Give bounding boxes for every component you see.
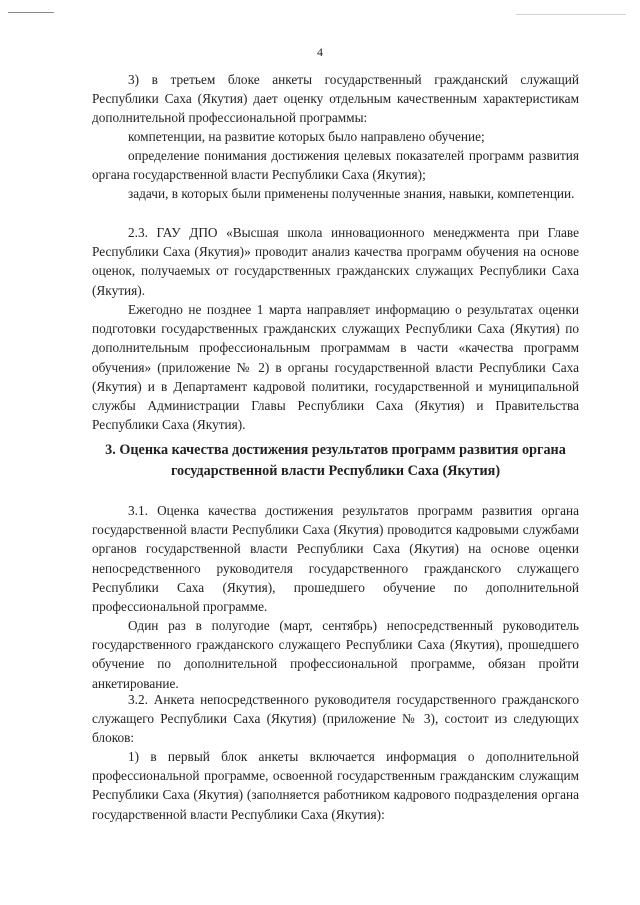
paragraph-3-2: 3.2. Анкета непосредственного руководителя государственного гражданского служащего Республики Саха (Якутия) (приложение № 3), состоит из следующих блоков: xyxy=(92,692,579,746)
paragraph-competencies: компетенции, на развитие которых было направлено обучение; xyxy=(128,129,485,144)
scan-artifact-line xyxy=(516,14,626,15)
paragraph-annual-report: Ежегодно не позднее 1 марта направляет информацию о результатах оценки подготовки государственных гражданских служащих Республики Саха (Якутия) по дополнительным профессиональным программам в части «качества программ обучения» (приложение № 2) в органы государственной власти Республики Саха (Якутия) и в Департамент кадровой политики, государственной и муниципальной службы Администрации Главы Республики Саха (Якутия) и Правительства Республики Саха (Якутия). xyxy=(92,302,579,433)
section-3-heading: 3. Оценка качества достижения результатов программ развития органа государственной власти Республики Саха (Якутия) xyxy=(105,442,566,479)
paragraph-3-1: 3.1. Оценка качества достижения результатов программ развития органа государственной власти Республики Саха (Якутия) проводится кадровыми службами органов государственной власти Республики Саха (Якутия) на основе оценки непосредственного руководителя государственного гражданского служащего Республики Саха (Якутия), прошедшего обучение по дополнительной профессиональной программе. xyxy=(92,503,579,615)
paragraph-target-indicators: определение понимания достижения целевых показателей программ развития органа государственной власти Республики Саха (Якутия); xyxy=(92,148,579,183)
paragraph-tasks: задачи, в которых были применены полученные знания, навыки, компетенции. xyxy=(128,186,575,201)
paragraph-2-3: 2.3. ГАУ ДПО «Высшая школа инновационного менеджмента при Главе Республики Саха (Якутия)» проводит анализ качества программ обучения на основе оценок, получаемых от государственных гражданских служащих Республики Саха (Якутия). xyxy=(92,225,579,298)
page-number: 4 xyxy=(317,45,323,59)
paragraph-first-block: 1) в первый блок анкеты включается информация о дополнительной профессиональной программе, освоенной государственным гражданским служащим Республики Саха (Якутия) (заполняется работником кадрового подразделения органа государственной власти Республики Саха (Якутия): xyxy=(92,749,579,822)
scan-artifact-line xyxy=(8,12,54,13)
paragraph-semiannual-survey: Один раз в полугодие (март, сентябрь) непосредственный руководитель государственного гражданского служащего Республики Саха (Якутия), прошедшего обучение по дополнительной профессиональной программе, обязан пройти анкетирование. xyxy=(92,618,579,691)
paragraph-block3-intro: 3) в третьем блоке анкеты государственный гражданский служащий Республики Саха (Якутия) дает оценку отдельным качественным характеристикам дополнительной профессиональной программы: xyxy=(92,72,579,126)
